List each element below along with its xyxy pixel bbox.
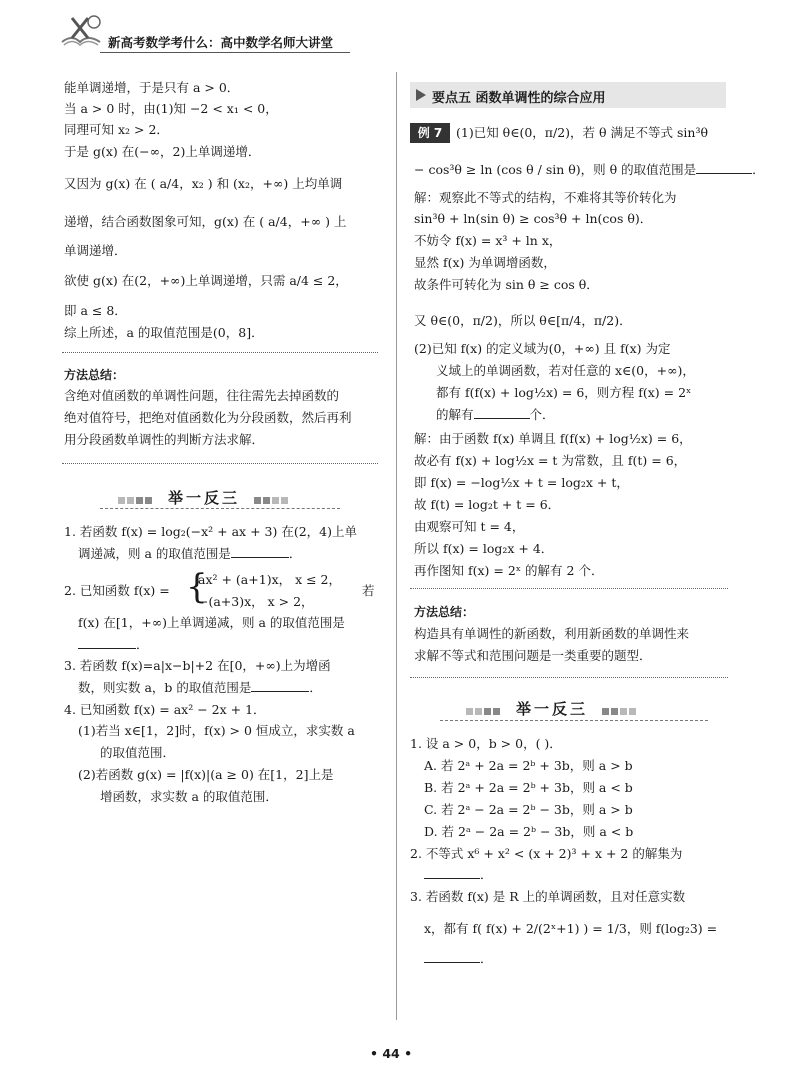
left-line-5: 又因为 g(x) 在 ( a/4，x₂ ) 和 (x₂，+∞) 上均单调 — [64, 176, 343, 191]
right-ex-line-8: 又 θ∈(0，π/2)，所以 θ∈[π/4，π/2)． — [414, 313, 632, 328]
left-problem-2-lead: 2. 已知函数 f(x) = — [64, 583, 170, 598]
answer-blank[interactable] — [696, 161, 752, 174]
left-problem-3-line-2: 数，则实数 a，b 的取值范围是 ． — [78, 680, 322, 695]
example-label: 例 7 — [410, 123, 450, 143]
right-banner-rule — [440, 720, 708, 721]
left-line-10: 综上所述，a 的取值范围是(0，8]． — [64, 325, 264, 340]
right-method-line-2: 求解不等式和范围问题是一类重要的题型． — [414, 648, 652, 663]
left-line-7: 单调递增． — [64, 243, 127, 258]
header-rule — [100, 52, 350, 53]
right-problem-3-line-3: ． — [424, 950, 493, 968]
right-ex-line-1: (1)已知 θ∈(0，π/2)，若 θ 满足不等式 sin³θ — [456, 125, 708, 140]
section-head-title: 要点五 函数单调性的综合应用 — [432, 91, 606, 106]
right-ex-line-17: 由观察可知 t = 4， — [414, 519, 525, 534]
left-problem-4-line-2: (1)若当 x∈[1，2]时，f(x) > 0 恒成立，求实数 a — [78, 723, 355, 738]
left-problem-4-line-1: 4. 已知函数 f(x) = ax² − 2x + 1． — [64, 702, 266, 717]
left-divider-2 — [62, 463, 378, 464]
header-title: 新高考数学考什么：高中数学名师大讲堂 — [108, 35, 334, 50]
left-line-1: 能单调递增，于是只有 a > 0． — [64, 80, 240, 95]
right-divider-2 — [410, 677, 728, 678]
right-ex-line-11: 都有 f(f(x) + log½x) = 6，则方程 f(x) = 2ˣ — [436, 385, 692, 400]
left-method-line-2: 绝对值符号，把绝对值函数化为分段函数，然后再利 — [64, 410, 352, 425]
answer-blank[interactable] — [474, 406, 530, 419]
left-problem-2-ruo: 若 — [362, 583, 375, 598]
left-section-title: 举一反三 — [167, 489, 240, 507]
left-section-banner — [118, 487, 290, 508]
section-head-bar — [410, 82, 726, 108]
right-ex-line-2: − cos³θ ≥ ln (cos θ / sin θ)，则 θ 的取值范围是 ． — [414, 162, 765, 177]
left-method-line-3: 用分段函数单调性的判断方法求解． — [64, 432, 265, 447]
right-ex-line-6: 显然 f(x) 为单调增函数， — [414, 255, 556, 270]
left-problem-3-text: 数，则实数 a，b 的取值范围是 — [78, 680, 252, 695]
left-line-4: 于是 g(x) 在(−∞，2)上单调递增． — [64, 144, 261, 159]
left-problem-2-line-2: f(x) 在[1，+∞)上单调递减，则 a 的取值范围是 — [78, 615, 345, 630]
left-method-title: 方法总结： — [64, 368, 125, 382]
left-line-8: 欲使 g(x) 在(2，+∞)上单调递增，只需 a/4 ≤ 2， — [64, 273, 348, 288]
right-ex-line-19: 再作图知 f(x) = 2ˣ 的解有 2 个． — [414, 563, 604, 578]
left-problem-2-case-2: −(a+3)x， x > 2， — [198, 594, 314, 609]
left-problem-1-line-2: 调递减，则 a 的取值范围是 ． — [78, 546, 302, 561]
right-ex-line-9: (2)已知 f(x) 的定义域为(0，+∞) 且 f(x) 为定 — [414, 341, 671, 356]
left-line-9: 即 a ≤ 8． — [64, 303, 127, 318]
left-banner-rule — [100, 508, 340, 509]
left-problem-1-line-1: 1. 若函数 f(x) = log₂(−x² + ax + 3) 在(2，4)上单 — [64, 524, 357, 539]
right-ex-line-12-text: 的解有 — [436, 407, 474, 422]
left-problem-4-line-4: (2)若函数 g(x) = |f(x)|(a ≥ 0) 在[1，2]上是 — [78, 767, 334, 782]
triangle-icon — [416, 89, 426, 101]
right-choice-a[interactable]: A. 若 2ᵃ + 2a = 2ᵇ + 3b，则 a > b — [424, 758, 633, 773]
left-problem-2-line-3: ． — [78, 636, 149, 654]
right-section-banner — [466, 698, 638, 719]
left-line-2: 当 a > 0 时，由(1)知 −2 < x₁ < 0， — [64, 101, 278, 116]
right-method-line-1: 构造具有单调性的新函数，利用新函数的单调性来 — [414, 626, 690, 641]
right-problem-3-line-2: x，都有 f( f(x) + 2/(2ˣ+1) ) = 1/3，则 f(log₂3) = — [424, 921, 718, 936]
right-method-title: 方法总结： — [414, 605, 475, 619]
right-choice-d[interactable]: D. 若 2ᵃ − 2a = 2ᵇ − 3b，则 a < b — [424, 824, 634, 839]
book-logo-icon — [58, 12, 104, 52]
right-ex-line-3: 解：观察此不等式的结构，不难将其等价转化为 — [414, 190, 677, 205]
right-problem-2-line-2: ． — [424, 866, 493, 884]
right-section-title: 举一反三 — [515, 700, 588, 718]
left-problem-4-line-3: 的取值范围． — [100, 745, 176, 760]
right-problem-1-stem: 1. 设 a > 0，b > 0，( )． — [410, 736, 562, 751]
left-problem-3-line-1: 3. 若函数 f(x)=a|x−b|+2 在[0，+∞)上为增函 — [64, 658, 331, 673]
right-ex-line-18: 所以 f(x) = log₂x + 4． — [414, 541, 554, 556]
right-ex-line-10: 义域上的单调函数，若对任意的 x∈(0，+∞)， — [436, 363, 695, 378]
left-banner-squares-a — [118, 492, 154, 507]
right-banner-squares-b — [602, 703, 638, 718]
answer-blank[interactable] — [424, 866, 480, 879]
right-ex-line-14: 故必有 f(x) + log½x = t 为常数，且 f(t) = 6， — [414, 453, 687, 468]
right-banner-squares-a — [466, 703, 502, 718]
right-ex-line-13: 解：由于函数 f(x) 单调且 f(f(x) + log½x) = 6， — [414, 431, 692, 446]
left-line-3: 同理可知 x₂ > 2． — [64, 122, 169, 137]
column-divider — [396, 72, 397, 1020]
right-choice-c[interactable]: C. 若 2ᵃ − 2a = 2ᵇ − 3b，则 a > b — [424, 802, 633, 817]
page-number: • 44 • — [370, 1046, 413, 1061]
answer-blank[interactable] — [251, 679, 309, 692]
left-divider-1 — [62, 352, 378, 353]
right-problem-2-line-1: 2. 不等式 x⁶ + x² < (x + 2)³ + x + 2 的解集为 — [410, 846, 683, 861]
right-ex-line-5: 不妨令 f(x) = x³ + ln x， — [414, 233, 562, 248]
left-method-line-1: 含绝对值函数的单调性问题，往往需先去掉函数的 — [64, 388, 340, 403]
right-ex-line-16: 故 f(t) = log₂t + t = 6． — [414, 497, 561, 512]
right-ex-line-12 — [436, 406, 555, 424]
right-ex-line-2-text: − cos³θ ≥ ln (cos θ / sin θ)，则 θ 的取值范围是 — [414, 162, 697, 177]
left-line-6: 递增，结合函数图象可知，g(x) 在 ( a/4，+∞ ) 上 — [64, 214, 347, 229]
right-ex-line-12-tail: 个． — [529, 407, 555, 422]
right-ex-line-7: 故条件可转化为 sin θ ≥ cos θ． — [414, 277, 599, 292]
right-ex-line-4: sin³θ + ln(sin θ) ≥ cos³θ + ln(cos θ)． — [414, 211, 653, 226]
right-divider-1 — [410, 588, 728, 589]
left-brace-icon: { — [186, 567, 208, 607]
right-ex-line-15: 即 f(x) = −log½x + t = log₂x + t， — [414, 475, 629, 490]
right-problem-3-line-1: 3. 若函数 f(x) 是 R 上的单调函数，且对任意实数 — [410, 889, 686, 904]
answer-blank[interactable] — [231, 545, 289, 558]
left-banner-squares-b — [254, 492, 290, 507]
left-problem-4-line-5: 增函数，求实数 a 的取值范围． — [100, 789, 278, 804]
answer-blank[interactable] — [424, 950, 480, 963]
right-choice-b[interactable]: B. 若 2ᵃ + 2a = 2ᵇ + 3b，则 a < b — [424, 780, 633, 795]
left-problem-2-case-1: ax² + (a+1)x， x ≤ 2， — [198, 572, 342, 587]
left-problem-1-text: 调递减，则 a 的取值范围是 — [78, 546, 231, 561]
answer-blank[interactable] — [78, 636, 136, 649]
